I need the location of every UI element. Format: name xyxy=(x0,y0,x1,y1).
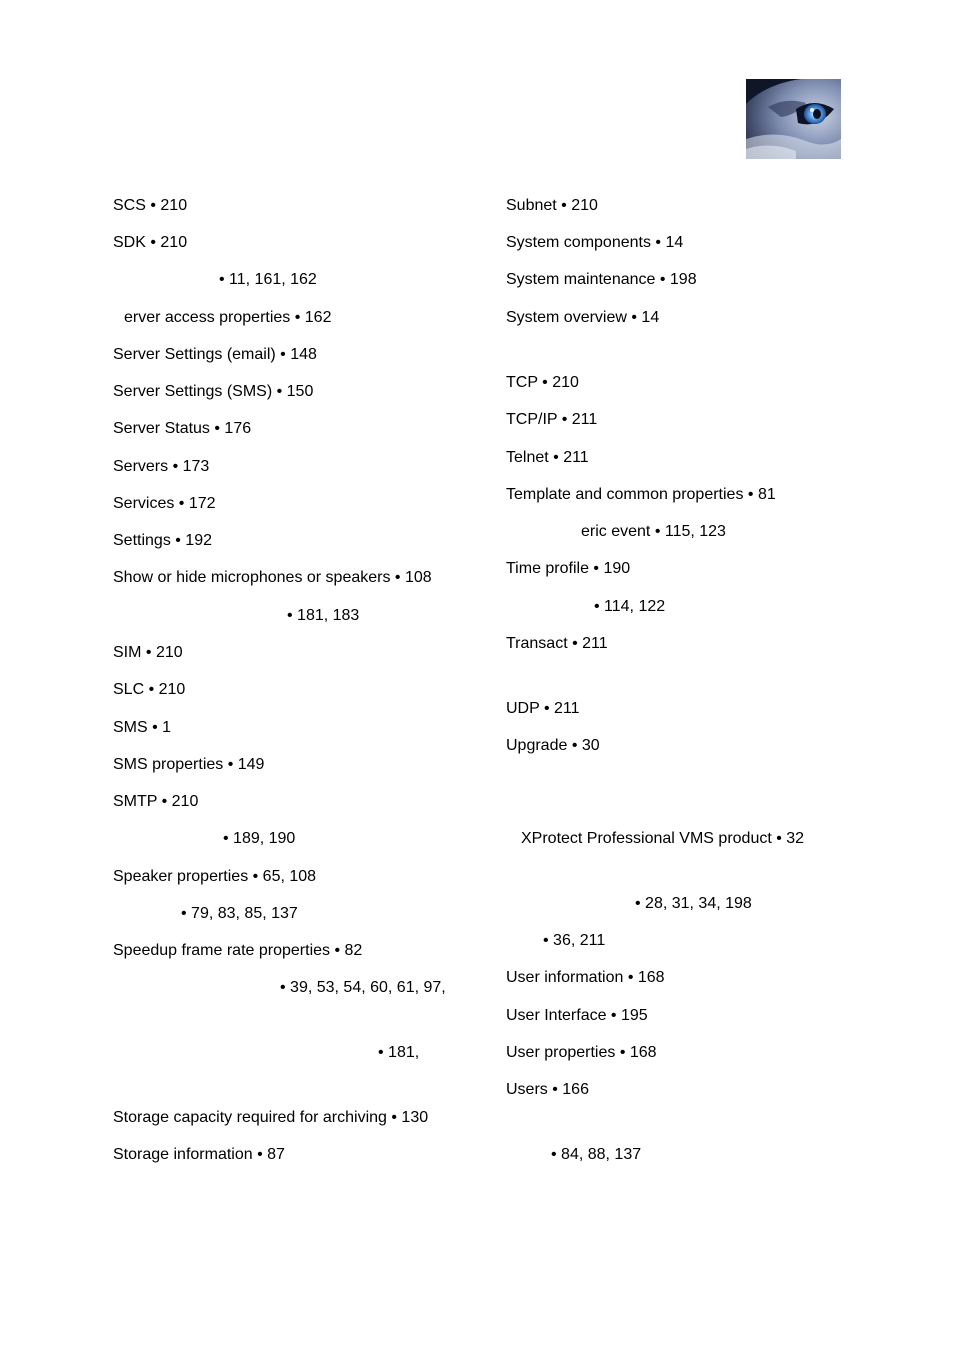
index-entry: UDP • 211 xyxy=(506,700,580,717)
index-entry: • 181, xyxy=(378,1044,420,1061)
index-entry: • 181, 183 xyxy=(287,607,360,624)
index-entry: User information • 168 xyxy=(506,969,665,986)
index-entry: Template and common properties • 81 xyxy=(506,486,776,503)
index-entry: Upgrade • 30 xyxy=(506,737,600,754)
index-entry: Services • 172 xyxy=(113,495,216,512)
index-entry: TCP/IP • 211 xyxy=(506,411,598,428)
index-entry: System maintenance • 198 xyxy=(506,271,697,288)
index-entry: User properties • 168 xyxy=(506,1044,657,1061)
index-entry: SLC • 210 xyxy=(113,681,186,698)
index-entry: System components • 14 xyxy=(506,234,684,251)
index-entry: • 79, 83, 85, 137 xyxy=(181,905,298,922)
index-entry: Server Settings (email) • 148 xyxy=(113,346,317,363)
index-entry: Transact • 211 xyxy=(506,635,608,652)
index-entry: SMS • 1 xyxy=(113,719,172,736)
index-entry: • 189, 190 xyxy=(223,830,296,847)
index-entry: SIM • 210 xyxy=(113,644,183,661)
index-entry: SDK • 210 xyxy=(113,234,188,251)
index-entry: Show or hide microphones or speakers • 108 xyxy=(113,569,432,586)
index-entry: Speaker properties • 65, 108 xyxy=(113,868,317,885)
index-entry: SMS properties • 149 xyxy=(113,756,265,773)
index-entry: TCP • 210 xyxy=(506,374,579,391)
index-entry: Servers • 173 xyxy=(113,458,210,475)
index-entry: Settings • 192 xyxy=(113,532,212,549)
index-entry: Subnet • 210 xyxy=(506,197,598,214)
index-entry: Users • 166 xyxy=(506,1081,589,1098)
index-entry: erver access properties • 162 xyxy=(124,309,332,326)
index-entry: Server Settings (SMS) • 150 xyxy=(113,383,314,400)
index-entry: • 114, 122 xyxy=(594,598,666,615)
index-entry: Storage information • 87 xyxy=(113,1146,285,1163)
index-entry: Storage capacity required for archiving • 130 xyxy=(113,1109,429,1126)
index-entry: Speedup frame rate properties • 82 xyxy=(113,942,363,959)
index-entry: Server Status • 176 xyxy=(113,420,252,437)
index-entry: • 39, 53, 54, 60, 61, 97, xyxy=(280,979,446,996)
index-entry: • 36, 211 xyxy=(543,932,606,949)
index-entry: SMTP • 210 xyxy=(113,793,199,810)
index-entry: • 84, 88, 137 xyxy=(551,1146,642,1163)
index-entry: XProtect Professional VMS product • 32 xyxy=(521,830,805,847)
index-entry: • 11, 161, 162 xyxy=(219,271,317,288)
index-entry: Time profile • 190 xyxy=(506,560,631,577)
index-entry: Telnet • 211 xyxy=(506,449,589,466)
index-entry: System overview • 14 xyxy=(506,309,660,326)
wolf-eye-logo xyxy=(746,79,841,159)
index-entry: User Interface • 195 xyxy=(506,1007,648,1024)
index-entry: eric event • 115, 123 xyxy=(581,523,726,540)
index-entry: • 28, 31, 34, 198 xyxy=(635,895,752,912)
index-entry: SCS • 210 xyxy=(113,197,188,214)
